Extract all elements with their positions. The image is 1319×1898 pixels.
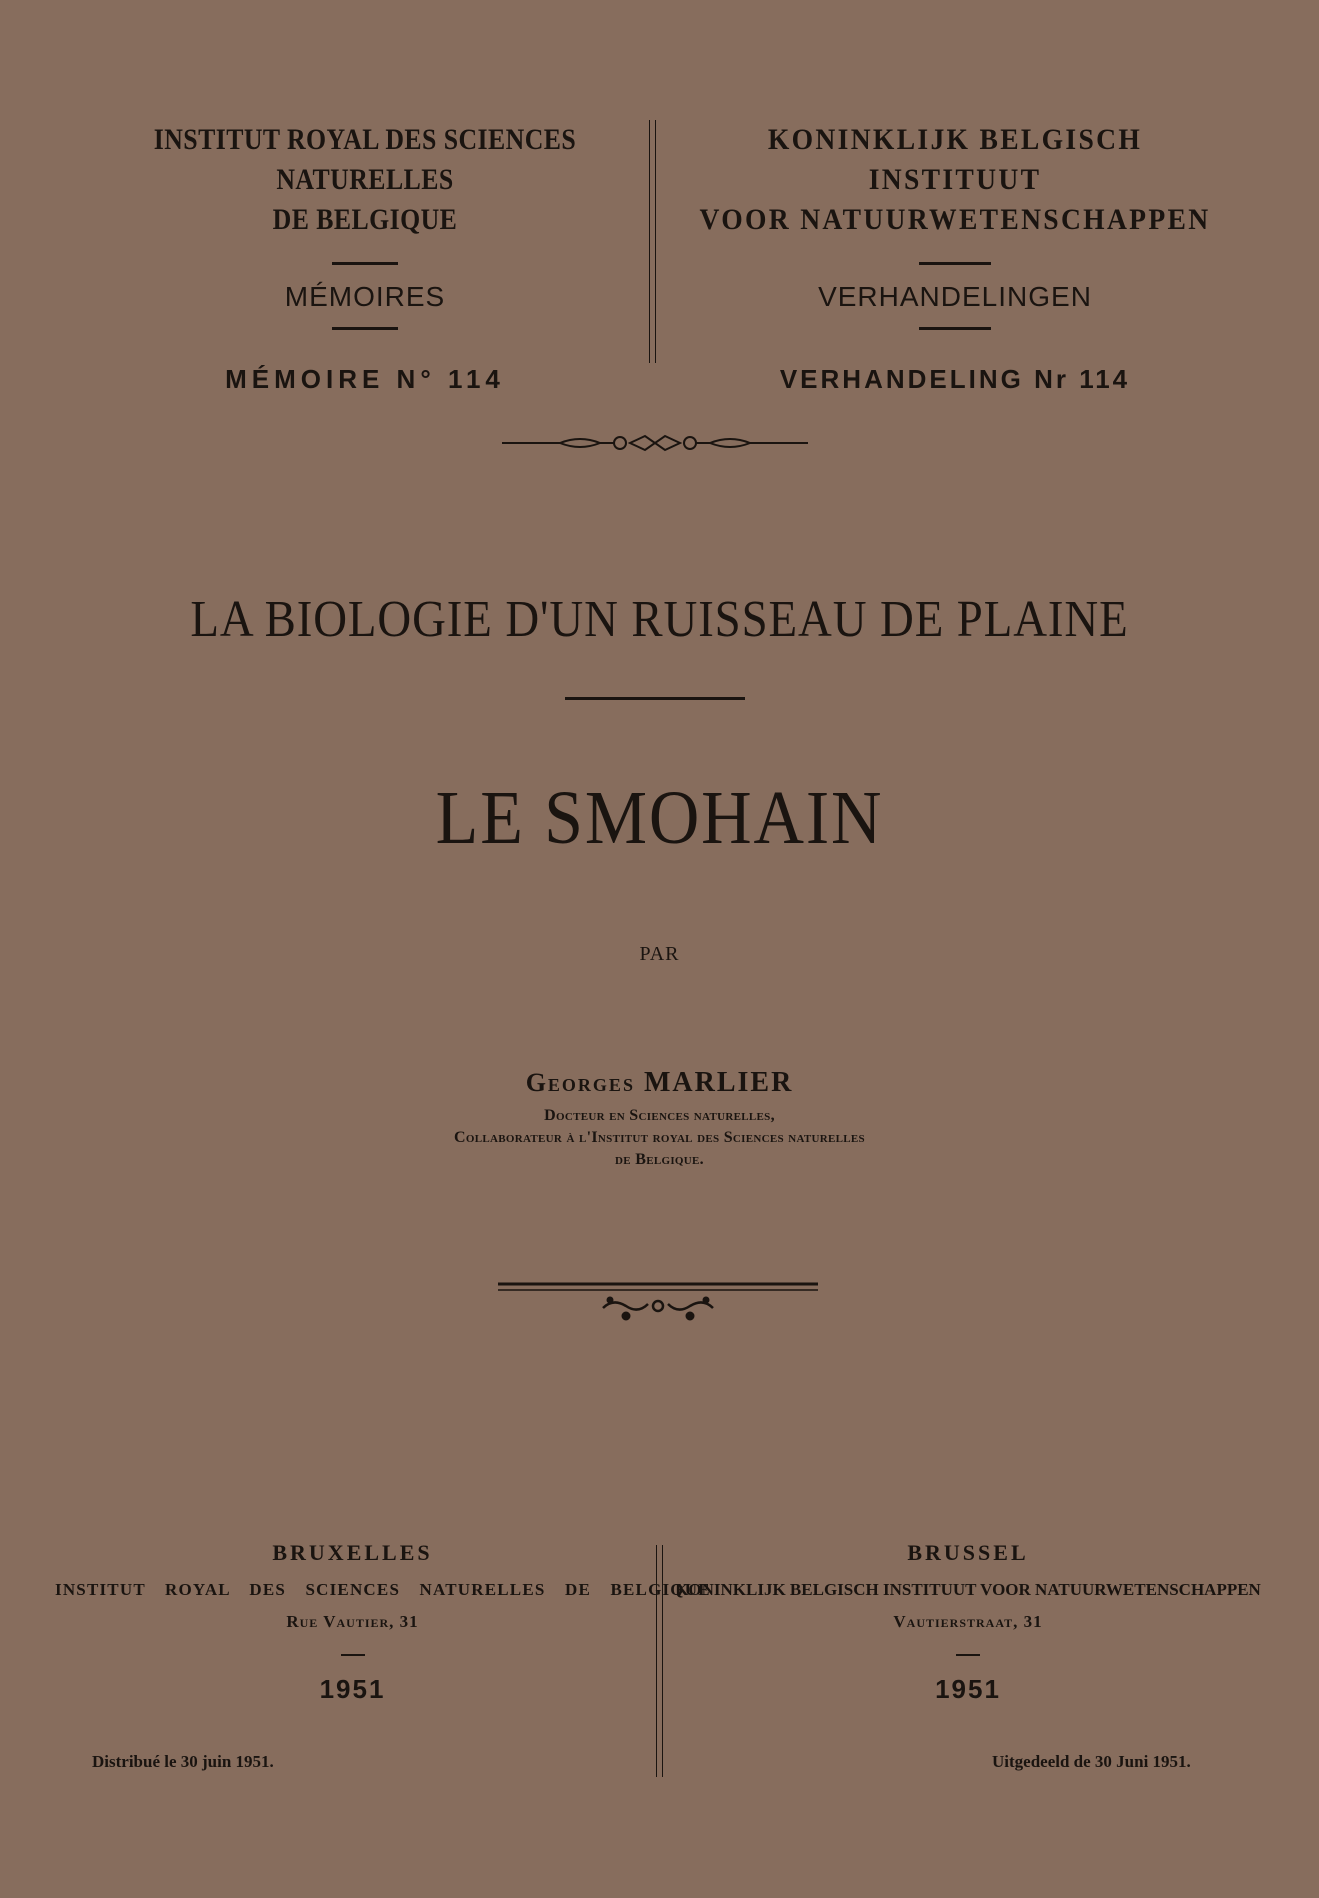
credential-line: Docteur en Sciences naturelles, — [544, 1107, 775, 1124]
author-credentials — [0, 1105, 1319, 1171]
header-right-column — [665, 120, 1245, 395]
document-title: LA BIOLOGIE D'UN RUISSEAU DE PLAINE — [190, 591, 1129, 648]
series-name-dutch: VERHANDELINGEN — [818, 281, 1092, 312]
title-divider — [565, 697, 745, 700]
publisher-city-french: BRUXELLES — [272, 1540, 433, 1565]
footer-left-column — [55, 1540, 711, 1705]
credential-line: de Belgique. — [615, 1151, 704, 1168]
memoir-number-dutch: VERHANDELING Nr 114 — [779, 364, 1131, 394]
document-subtitle: LE SMOHAIN — [435, 776, 884, 860]
ornament-double-rule-icon — [498, 1280, 818, 1324]
credential-line: Collaborateur à l'Institut royal des Sciences naturelles — [454, 1129, 865, 1146]
short-divider — [332, 327, 398, 330]
memoir-number-french: MÉMOIRE N° 114 — [225, 364, 505, 394]
publisher-name-french: INSTITUT ROYAL DES SCIENCES NATURELLES DE BELGIQUE — [55, 1580, 711, 1599]
author-name — [0, 1067, 1319, 1099]
short-dash — [341, 1654, 365, 1656]
publisher-address-dutch: Vautierstraat, 31 — [893, 1612, 1043, 1631]
short-dash — [956, 1654, 980, 1656]
distribution-date-dutch: Uitgedeeld de 30 Juni 1951. — [992, 1752, 1191, 1771]
header-column-divider — [649, 120, 656, 363]
institution-name-french: INSTITUT ROYAL DES SCIENCES NATURELLES DE BELGIQUE — [153, 123, 577, 236]
publisher-city-dutch: BRUSSEL — [907, 1540, 1029, 1565]
header-left-column — [75, 120, 655, 395]
short-divider — [919, 262, 991, 265]
author-last-name: MARLIER — [643, 1067, 794, 1098]
short-divider — [332, 262, 398, 265]
ornament-scroll-icon — [500, 432, 810, 454]
by-label: PAR — [639, 943, 680, 965]
footer-column-divider — [656, 1545, 663, 1777]
publication-year-french: 1951 — [319, 1674, 386, 1704]
institution-name-dutch: KONINKLIJK BELGISCH INSTITUUT VOOR NATUURWETENSCHAPPEN — [699, 123, 1211, 236]
author-first-name: Georges — [525, 1068, 635, 1097]
distribution-date-french: Distribué le 30 juin 1951. — [92, 1752, 274, 1771]
publisher-address-french: Rue Vautier, 31 — [286, 1612, 419, 1631]
footer-right-column — [668, 1540, 1268, 1705]
publisher-name-dutch: KONINKLIJK BELGISCH INSTITUUT VOOR NATUURWETENSCHAPPEN — [675, 1580, 1261, 1599]
short-divider — [919, 327, 991, 330]
series-name-french: MÉMOIRES — [284, 281, 446, 312]
publication-year-dutch: 1951 — [935, 1674, 1001, 1704]
